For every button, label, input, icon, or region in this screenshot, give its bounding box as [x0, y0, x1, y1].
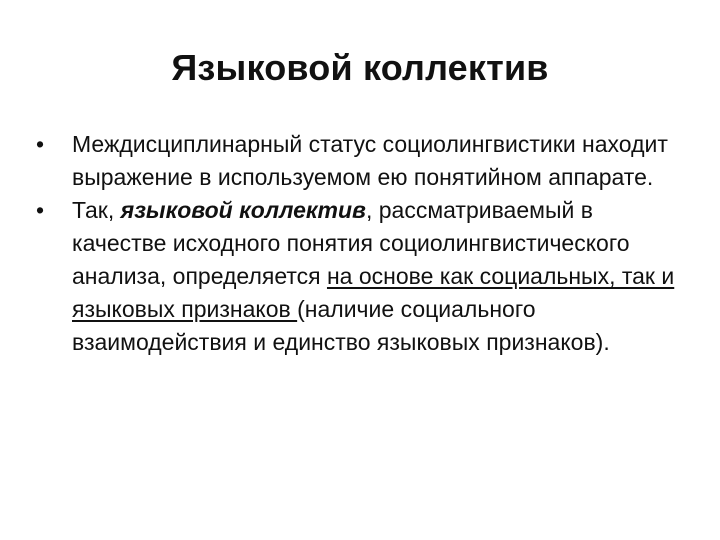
underlined-phrase: на основе как социальных, так и языковых признаков [72, 263, 675, 322]
bullet-marker: • [36, 131, 45, 157]
bullet-item-1 [32, 128, 687, 194]
bullet-text-middle: , рассматриваемый в качестве исходного понятия социолингвистического анализа, определяется [72, 197, 630, 289]
bullet-text-suffix: (наличие социального взаимодействия и единство языковых признаков). [72, 296, 610, 355]
bullet-marker: • [36, 197, 45, 223]
bullet-text-prefix: Так, [72, 197, 121, 223]
slide-title: Языковой коллектив [171, 47, 549, 88]
bullet-text: Междисциплинарный статус социолингвистики находит выражение в используемом ею понятийном аппарате. [72, 131, 668, 190]
bullet-list [32, 128, 687, 359]
bullet-item-2 [32, 194, 687, 359]
term-emphasis: языковой коллектив [120, 197, 366, 223]
